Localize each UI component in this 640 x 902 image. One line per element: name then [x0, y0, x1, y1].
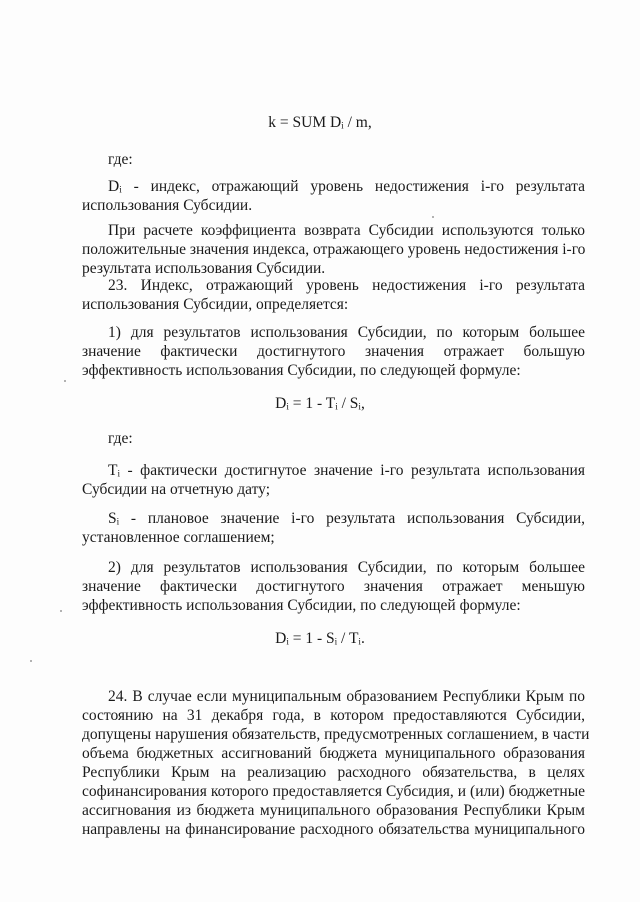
scan-speck [64, 380, 66, 382]
para-23-line-1: 23. Индекс, отражающий уровень недостижения i-го результата [108, 277, 585, 294]
para-24-line-6: софинансирования которого предоставляется Субсидия, и (или) бюджетные [82, 783, 585, 800]
si-definition-line-2: установленное соглашением; [82, 529, 275, 546]
di-definition-line-2: использования Субсидии. [82, 197, 253, 214]
item-1-line-3: эффективность использования Субсидии, по следующей формуле: [82, 362, 521, 379]
item-1-line-1: 1) для результатов использования Субсидии, по которым большее [108, 324, 585, 341]
para-24-line-4: объема бюджетных ассигнований бюджета муниципального образования [82, 745, 585, 762]
where-label-1: где: [108, 151, 133, 168]
para-24-line-2: состоянию на 31 декабря года, в котором предоставляются Субсидии, [82, 707, 585, 724]
formula-d2: Dᵢ = 1 - Sᵢ / Tᵢ. [275, 630, 365, 647]
item-2-line-3: эффективность использования Субсидии, по следующей формуле: [82, 597, 521, 614]
para-24-line-1: 24. В случае если муниципальным образованием Республики Крым по [108, 688, 585, 705]
di-definition-line-1: Dᵢ - индекс, отражающий уровень недостижения i-го результата [108, 178, 585, 195]
para-24-line-5: Республики Крым на реализацию расходного обязательства, в целях [82, 764, 585, 781]
formula-d1: Dᵢ = 1 - Tᵢ / Sᵢ, [275, 395, 365, 412]
para-24-line-7: ассигнования из бюджета муниципального образования Республики Крым [82, 802, 585, 819]
para-24-line-3: допущены нарушения обязательств, предусмотренных соглашением, в части [82, 726, 590, 743]
para-24-line-8: направлены на финансирование расходного обязательства муниципального [82, 821, 585, 838]
scan-speck [432, 216, 434, 218]
para-23-line-2: использования Субсидии, определяется: [82, 296, 349, 313]
ti-definition-line-2: Субсидии на отчетную дату; [82, 481, 271, 498]
si-definition-line-1: Sᵢ - плановое значение i-го результата использования Субсидии, [108, 510, 585, 527]
calc-paragraph-line-1: При расчете коэффициента возврата Субсидии используются только [108, 222, 585, 239]
ti-definition-line-1: Tᵢ - фактически достигнутое значение i-го результата использования [108, 462, 585, 479]
formula-k: k = SUM Dᵢ / m, [268, 114, 372, 131]
scan-speck [30, 660, 32, 662]
scan-speck [60, 610, 62, 612]
item-1-line-2: значение фактически достигнутого значения отражает большую [82, 343, 585, 360]
where-label-2: где: [108, 430, 133, 447]
item-2-line-2: значение фактически достигнутого значения отражает меньшую [82, 578, 585, 595]
calc-paragraph-line-2: положительные значения индекса, отражающего уровень недостижения i-го [82, 241, 586, 258]
calc-paragraph-line-3: результата использования Субсидии. [82, 260, 326, 277]
item-2-line-1: 2) для результатов использования Субсидии, по которым большее [108, 559, 585, 576]
